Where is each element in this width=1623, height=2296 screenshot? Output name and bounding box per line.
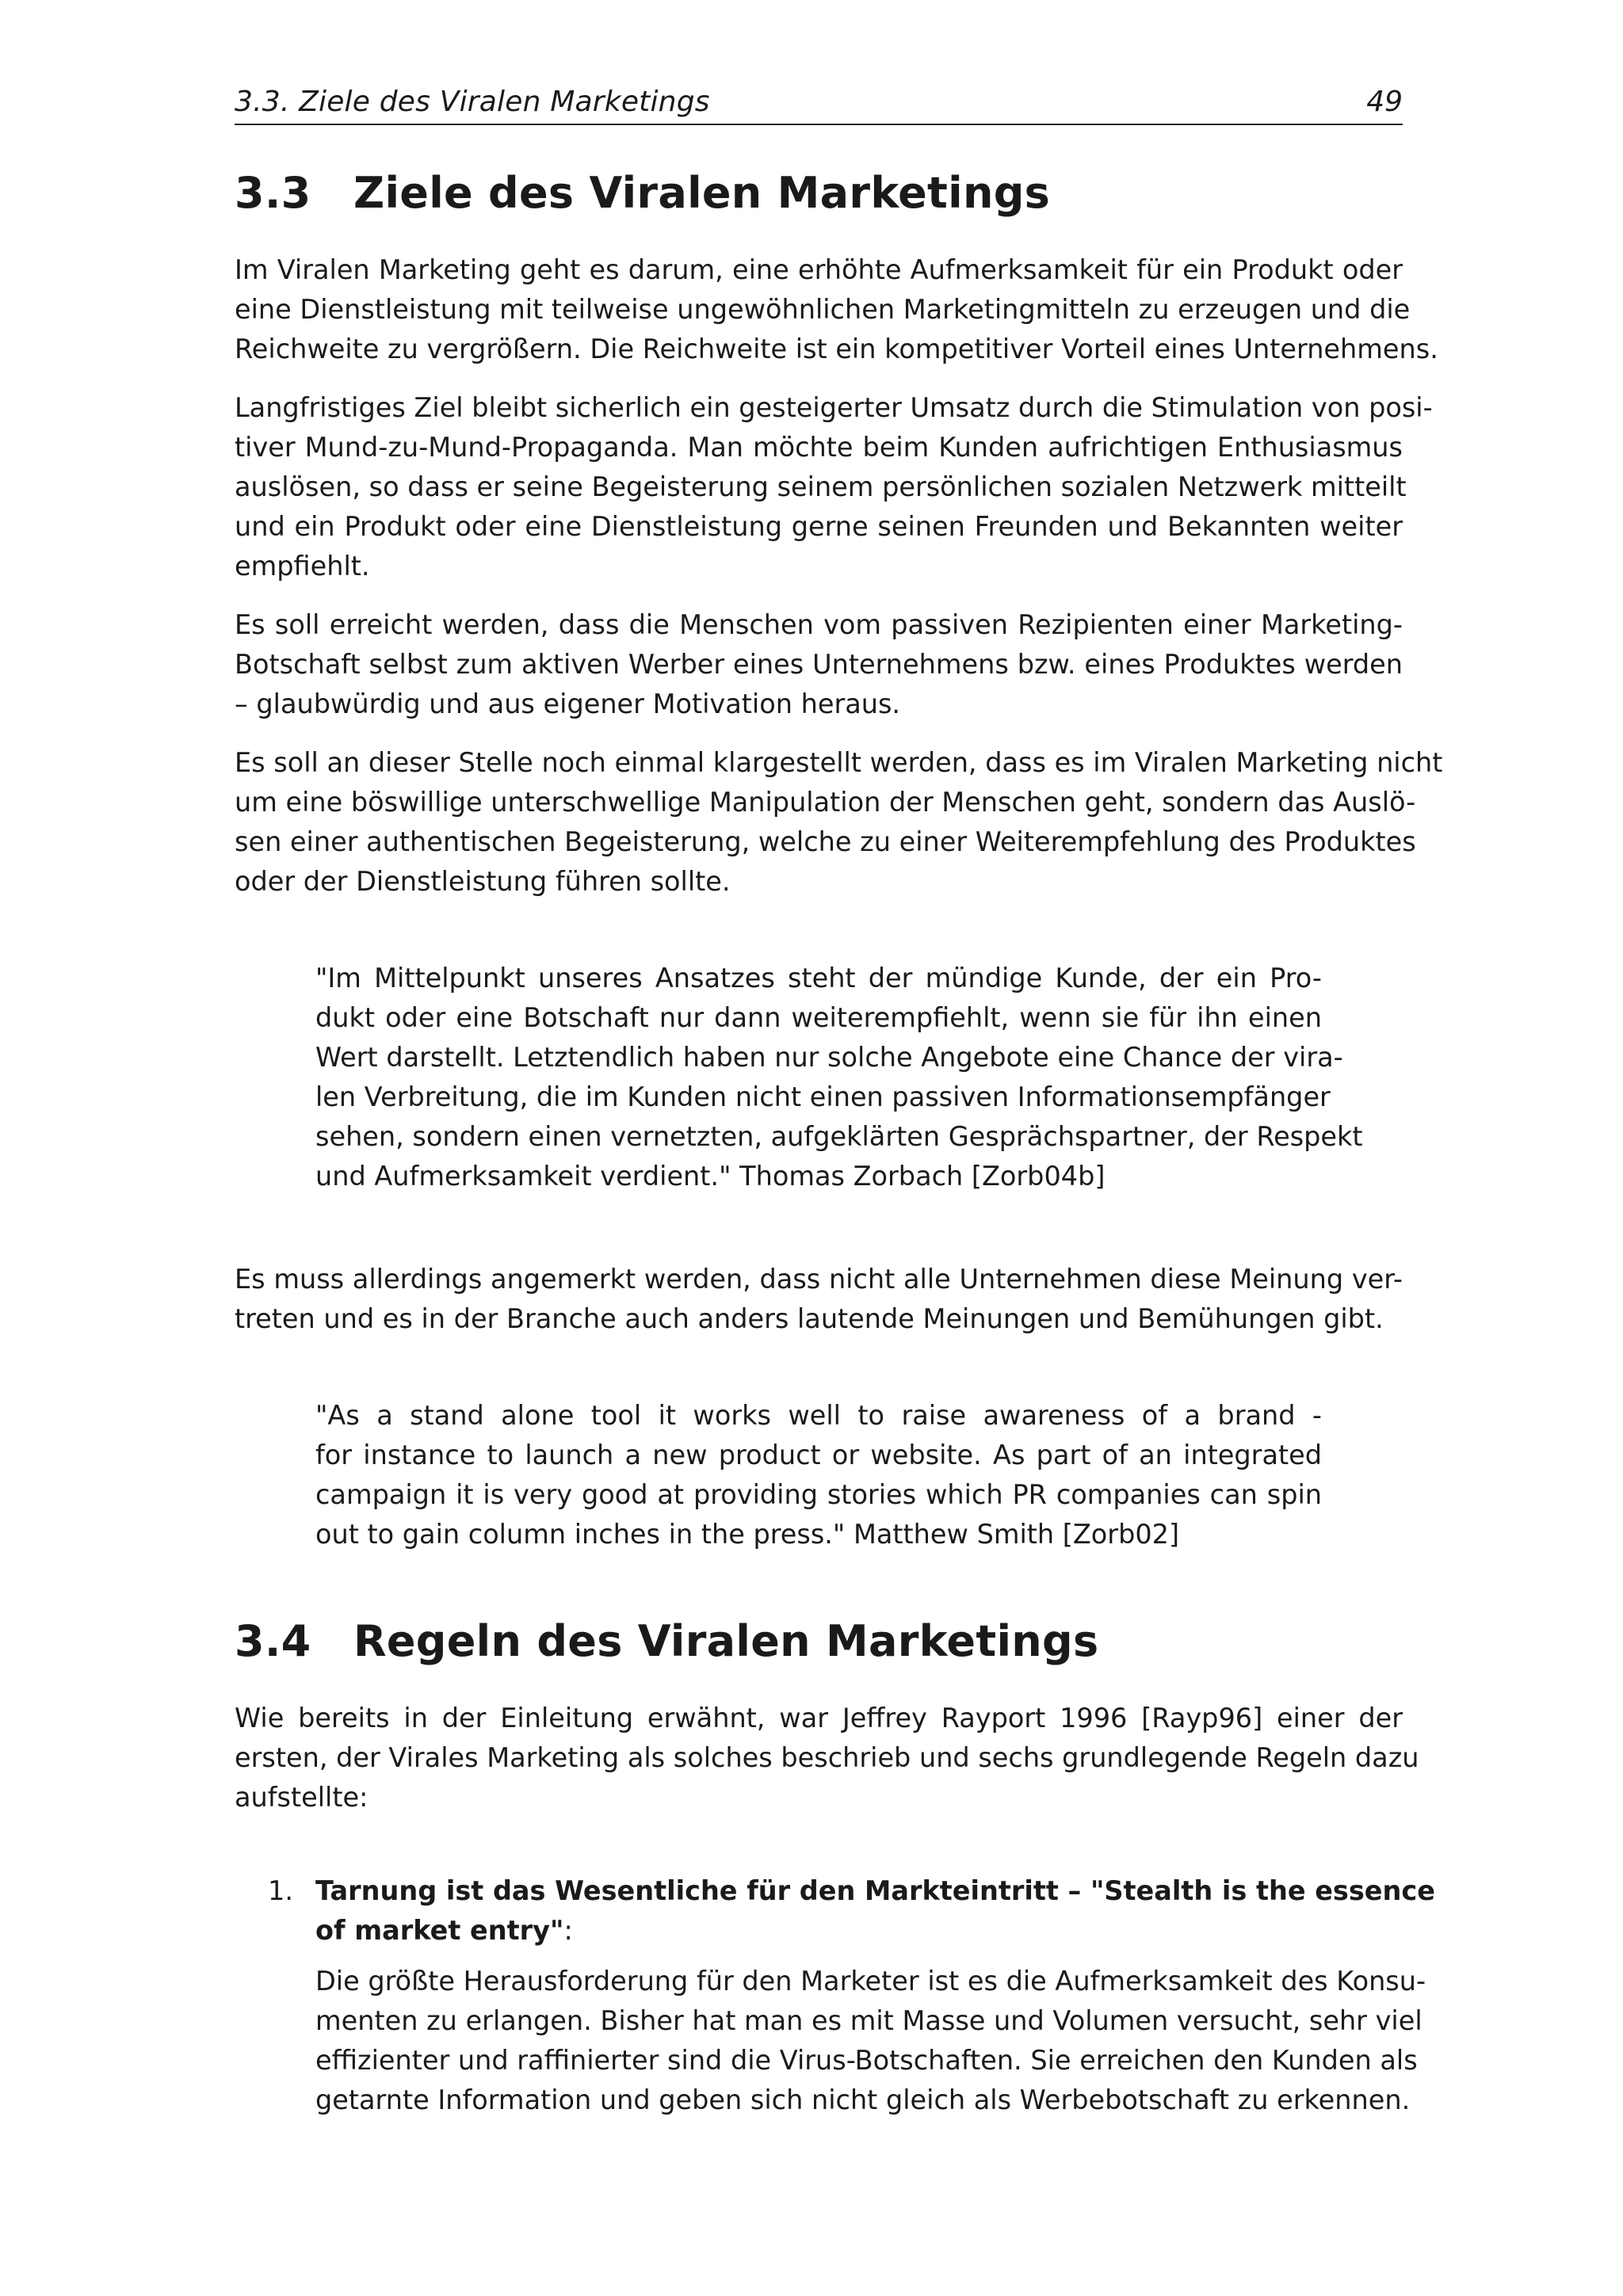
paragraph bbox=[235, 250, 1438, 369]
section-number: 3.4 bbox=[235, 1616, 311, 1666]
text-line: auslösen, so dass er seine Begeisterung seinem persönlichen sozialen Netzwerk mitteilt bbox=[235, 471, 1407, 502]
text-line: und ein Produkt oder eine Dienstleistung gerne seinen Freunden und Bekannten weiter bbox=[235, 511, 1403, 542]
paragraph bbox=[235, 1699, 1419, 1817]
section-heading-3-4 bbox=[235, 1616, 1098, 1666]
text-line: empfiehlt. bbox=[235, 551, 370, 582]
rule-title bbox=[315, 1871, 1435, 1951]
text-line: um eine böswillige unterschwellige Manipulation der Menschen geht, sondern das Auslö- bbox=[235, 787, 1416, 818]
paragraph bbox=[235, 1260, 1403, 1339]
text-line: Es muss allerdings angemerkt werden, dass nicht alle Unternehmen diese Meinung ver- bbox=[235, 1264, 1403, 1295]
quote-line: "As a stand alone tool it works well to raise awareness of a brand - bbox=[315, 1400, 1322, 1431]
text-line: Botschaft selbst zum aktiven Werber eines Unternehmens bzw. eines Produktes werden bbox=[235, 649, 1403, 680]
quote-line: for instance to launch a new product or website. As part of an integrated bbox=[315, 1440, 1322, 1470]
running-header bbox=[235, 82, 1403, 125]
section-title: Ziele des Viralen Marketings bbox=[353, 168, 1051, 218]
quote-line: dukt oder eine Botschaft nur dann weiterempfiehlt, wenn sie für ihn einen bbox=[315, 1002, 1322, 1033]
rule-body-line: menten zu erlangen. Bisher hat man es mit Masse und Volumen versucht, sehr viel bbox=[315, 2005, 1423, 2036]
block-quote bbox=[315, 1396, 1322, 1554]
text-line: Wie bereits in der Einleitung erwähnt, war Jeffrey Rayport 1996 [Rayp96] einer der bbox=[235, 1703, 1403, 1733]
section-title: Regeln des Viralen Marketings bbox=[353, 1616, 1099, 1666]
rule-body-line: effizienter und raffinierter sind die Virus-Botschaften. Sie erreichen den Kunden als bbox=[315, 2045, 1418, 2076]
quote-line: out to gain column inches in the press." Matthew Smith [Zorb02] bbox=[315, 1519, 1180, 1550]
quote-line: und Aufmerksamkeit verdient." Thomas Zorbach [Zorb04b] bbox=[315, 1161, 1106, 1192]
quote-line: sehen, sondern einen vernetzten, aufgeklärten Gesprächspartner, der Respekt bbox=[315, 1121, 1363, 1152]
rule-body-line: Die größte Herausforderung für den Marketer ist es die Aufmerksamkeit des Konsu- bbox=[315, 1966, 1426, 1997]
text-line: aufstellte: bbox=[235, 1782, 369, 1813]
paragraph bbox=[235, 388, 1433, 586]
quote-line: campaign it is very good at providing stories which PR companies can spin bbox=[315, 1479, 1322, 1510]
list-marker: 1. bbox=[268, 1875, 293, 1906]
text-line: tiver Mund-zu-Mund-Propaganda. Man möchte beim Kunden aufrichtigen Enthusiasmus bbox=[235, 432, 1403, 463]
text-line: oder der Dienstleistung führen sollte. bbox=[235, 866, 731, 897]
quote-line: "Im Mittelpunkt unseres Ansatzes steht der mündige Kunde, der ein Pro- bbox=[315, 963, 1322, 994]
rule-title-line: Tarnung ist das Wesentliche für den Markteintritt – "Stealth is the essence bbox=[315, 1875, 1435, 1906]
rule-title-text: of market entry" bbox=[315, 1915, 564, 1946]
paragraph bbox=[235, 743, 1443, 902]
text-line: Langfristiges Ziel bleibt sicherlich ein gesteigerter Umsatz durch die Stimulation von posi- bbox=[235, 392, 1433, 423]
quote-line: Wert darstellt. Letztendlich haben nur solche Angebote eine Chance der vira- bbox=[315, 1042, 1343, 1073]
list-item bbox=[235, 1871, 1435, 2120]
text-line: treten und es in der Branche auch anders lautende Meinungen und Bemühungen gibt. bbox=[235, 1303, 1384, 1334]
page-number: 49 bbox=[1366, 86, 1403, 118]
paragraph bbox=[235, 605, 1403, 724]
running-title: 3.3. Ziele des Viralen Marketings bbox=[235, 86, 710, 118]
text-line: sen einer authentischen Begeisterung, welche zu einer Weiterempfehlung des Produktes bbox=[235, 826, 1416, 857]
text-line: Im Viralen Marketing geht es darum, eine erhöhte Aufmerksamkeit für ein Produkt oder bbox=[235, 254, 1403, 285]
rule-title-line bbox=[315, 1911, 1403, 1951]
text-line: Es soll an dieser Stelle noch einmal klargestellt werden, dass es im Viralen Marketing nicht bbox=[235, 747, 1443, 778]
text-line: Reichweite zu vergrößern. Die Reichweite ist ein kompetitiver Vorteil eines Unternehmens. bbox=[235, 334, 1438, 364]
section-heading-3-3 bbox=[235, 168, 1050, 218]
text-line: Es soll erreicht werden, dass die Menschen vom passiven Rezipienten einer Marketing- bbox=[235, 609, 1403, 640]
rules-list bbox=[235, 1871, 1435, 2120]
rule-body-line: getarnte Information und geben sich nicht gleich als Werbebotschaft zu erkennen. bbox=[315, 2084, 1411, 2115]
rule-title-colon: : bbox=[563, 1915, 573, 1946]
section-number: 3.3 bbox=[235, 168, 311, 218]
text-line: – glaubwürdig und aus eigener Motivation heraus. bbox=[235, 688, 901, 719]
block-quote bbox=[315, 959, 1363, 1196]
text-line: eine Dienstleistung mit teilweise ungewöhnlichen Marketingmitteln zu erzeugen und die bbox=[235, 294, 1411, 325]
rule-body bbox=[315, 1962, 1426, 2120]
text-line: ersten, der Virales Marketing als solches beschrieb und sechs grundlegende Regeln dazu bbox=[235, 1742, 1419, 1773]
quote-line: len Verbreitung, die im Kunden nicht einen passiven Informationsempfänger bbox=[315, 1081, 1331, 1112]
